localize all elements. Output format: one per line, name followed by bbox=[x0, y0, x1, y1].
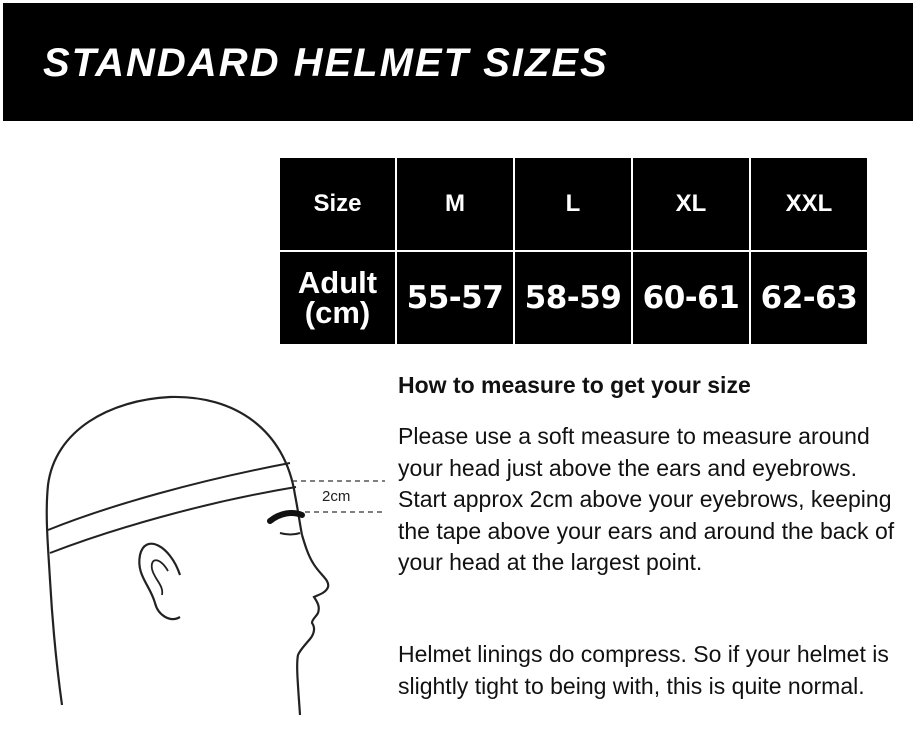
banner-title: STANDARD HELMET SIZES bbox=[43, 41, 609, 85]
size-m: M bbox=[396, 157, 514, 251]
size-xxl: XXL bbox=[750, 157, 868, 251]
range-xl: 60-61 bbox=[632, 251, 750, 345]
row-label-line2: (cm) bbox=[304, 295, 371, 330]
eye bbox=[280, 533, 300, 535]
instructions-title: How to measure to get your size bbox=[398, 372, 751, 398]
size-header-label: Size bbox=[279, 157, 396, 251]
eyebrow bbox=[270, 513, 302, 521]
headband-top-line bbox=[48, 463, 290, 530]
ear bbox=[139, 544, 180, 619]
head-measurement-diagram bbox=[0, 385, 390, 735]
row-label-line1: Adult bbox=[297, 265, 378, 300]
size-chart-table bbox=[278, 156, 869, 346]
headband-bottom-line bbox=[50, 487, 296, 553]
range-xxl: 62-63 bbox=[750, 251, 868, 345]
instructions-paragraph-2: Helmet linings do compress. So if your helmet is slightly tight to being with, this is quite normal. bbox=[398, 641, 889, 699]
row-label bbox=[279, 251, 396, 345]
instructions-paragraph-1: Please use a soft measure to measure around your head just above the ears and eyebrows. Start approx 2cm above your eyebrows, keeping the tape above your ears and around the back of your head at the largest point. bbox=[398, 423, 895, 575]
offset-label: 2cm bbox=[322, 488, 351, 505]
size-xl: XL bbox=[632, 157, 750, 251]
range-m: 55-57 bbox=[396, 251, 514, 345]
title-banner bbox=[3, 3, 913, 121]
size-value-row bbox=[279, 251, 868, 345]
size-header-row bbox=[279, 157, 868, 251]
ear-inner bbox=[152, 560, 168, 595]
face-profile bbox=[297, 535, 328, 715]
size-l: L bbox=[514, 157, 632, 251]
range-l: 58-59 bbox=[514, 251, 632, 345]
head-outline bbox=[47, 397, 302, 705]
